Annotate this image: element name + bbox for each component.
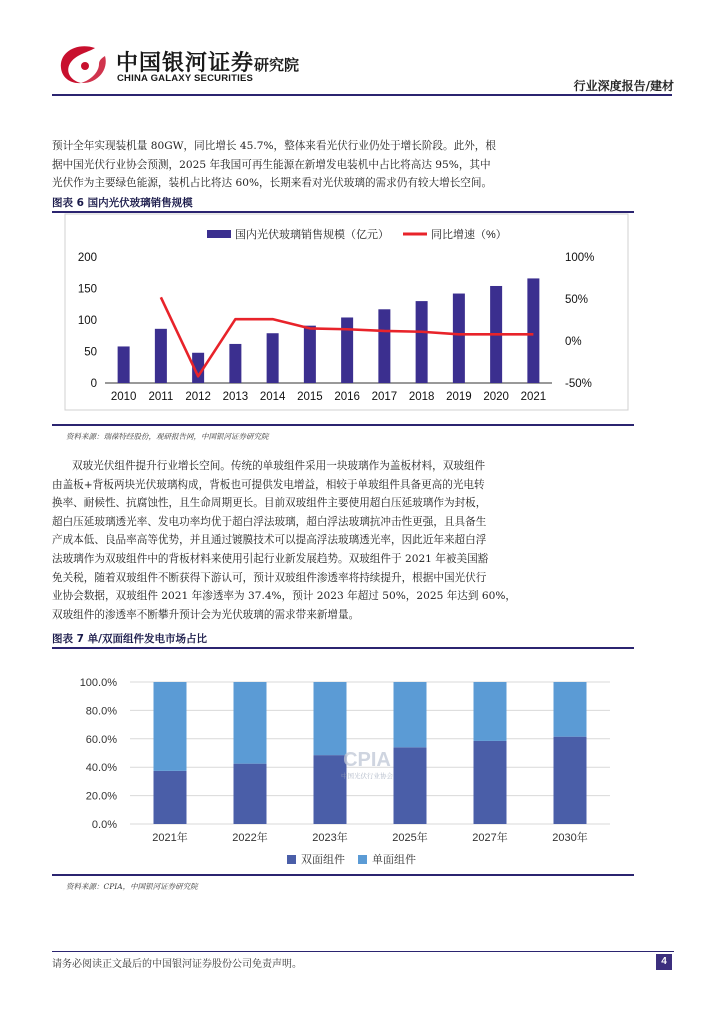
institute-label: 研究院 — [254, 56, 300, 74]
figure-6-title: 图表 6 国内光伏玻璃销售规模 — [52, 197, 193, 209]
paragraph-line: 光伏作为主要绿色能源，装机占比将达 60%，长期来看对光伏玻璃的需求仍有较大增长空间。 — [52, 177, 493, 190]
x-tick-label: 2015 — [297, 391, 323, 403]
y-right-tick-label: 0% — [565, 336, 582, 348]
paragraph-line: 免关税，随着双玻组件不断获得下游认可，预计双玻组件渗透率将持续提升，根据中国光伏行 — [52, 571, 487, 584]
doc-type-label: 行业深度报告/建材 — [573, 79, 674, 93]
y-tick-label: 40.0% — [85, 762, 117, 775]
bar — [527, 278, 539, 383]
watermark-logo: CPIA — [343, 749, 391, 771]
bar — [155, 329, 167, 383]
bar — [118, 346, 130, 383]
bar-bifacial — [394, 747, 427, 824]
paragraph-line: 超白压延玻璃透光率、发电功率均优于超白浮法玻璃，超白浮法玻璃抗冲击性更强，且具备生 — [52, 515, 487, 528]
header-divider — [52, 94, 672, 96]
y-left-tick-label: 50 — [84, 346, 97, 359]
page-number: 4 — [656, 954, 672, 970]
y-right-tick-label: -50% — [565, 378, 592, 390]
x-tick-label: 2019 — [446, 391, 472, 403]
x-tick-label: 2018 — [408, 391, 435, 403]
x-tick-label: 2016 — [334, 391, 360, 403]
legend-label-bar: 国内光伏玻璃销售规模（亿元） — [235, 229, 389, 241]
legend-label-bifacial: 双面组件 — [301, 854, 345, 866]
figure-7-source: 资料来源：CPIA，中国银河证券研究院 — [66, 882, 198, 891]
legend-swatch-bar — [207, 230, 231, 238]
x-tick-label: 2027年 — [472, 832, 508, 844]
x-tick-label: 2013 — [222, 391, 249, 403]
y-left-tick-label: 150 — [77, 283, 97, 296]
x-tick-label: 2020 — [483, 391, 509, 403]
footer-disclaimer: 请务必阅读正文最后的中国银河证券股份公司免责声明。 — [52, 959, 302, 970]
y-left-tick-label: 100 — [77, 315, 97, 327]
x-tick-label: 2012 — [185, 391, 211, 403]
paragraph-line: 双玻组件的渗透率不断攀升预计会为光伏玻璃的需求带来新增量。 — [52, 608, 360, 621]
y-tick-label: 100.0% — [79, 677, 117, 689]
company-name-cn: 中国银河证券 — [116, 51, 255, 76]
legend-swatch-bifacial — [287, 855, 296, 864]
company-name-en: CHINA GALAXY SECURITIES — [117, 73, 254, 84]
y-left-tick-label: 200 — [77, 252, 97, 264]
paragraph-2 — [52, 457, 674, 624]
y-tick-label: 80.0% — [85, 705, 117, 718]
figure-7-bottom-rule — [52, 874, 634, 876]
legend-label-line: 同比增速（%） — [431, 229, 507, 241]
legend-label-monofacial: 单面组件 — [372, 854, 416, 866]
figure-7-top-rule — [52, 647, 634, 649]
footer-rule — [52, 951, 674, 952]
sales-scale-chart — [60, 213, 632, 413]
x-tick-label: 2017 — [371, 391, 398, 403]
y-tick-label: 0.0% — [91, 819, 117, 831]
legend-swatch-monofacial — [358, 855, 367, 864]
paragraph-line: 换率、耐候性、抗腐蚀性，且生命周期更长。目前双玻组件主要使用超白压延玻璃作为封板， — [52, 497, 487, 510]
bar-bifacial — [234, 764, 267, 824]
x-tick-label: 2030年 — [552, 832, 588, 844]
paragraph-line: 业协会数据，双玻组件 2021 年渗透率为 37.4%，预计 2023 年超过 50%，2025 年达到 60%， — [52, 590, 517, 603]
bar — [453, 294, 465, 383]
galaxy-logo-icon — [55, 42, 111, 88]
x-tick-label: 2011 — [148, 391, 174, 403]
bar-monofacial — [314, 682, 347, 755]
paragraph-line: 双玻光伏组件提升行业增长空间。传统的单玻组件采用一块玻璃作为盖板材料，双玻组件 — [72, 460, 486, 472]
figure-7-title: 图表 7 单/双面组件发电市场占比 — [52, 633, 207, 645]
figure-6-bottom-rule — [52, 424, 634, 426]
bar-bifacial — [474, 741, 507, 824]
paragraph-line: 产成本低、良品率高等优势，并且通过镀膜技术可以提高浮法玻璃透光率，因此近年来超白浮 — [52, 534, 487, 547]
bar — [378, 309, 390, 383]
paragraph-line: 由盖板+背板两块光伏玻璃构成，背板也可提供发电增益，相较于单玻组件具备更高的光电转 — [52, 478, 485, 491]
module-share-chart — [60, 650, 632, 870]
paragraph-1 — [52, 137, 674, 193]
x-tick-label: 2021年 — [152, 832, 188, 844]
bar — [416, 301, 428, 383]
watermark-subtitle: 中国光伏行业协会 — [341, 773, 393, 780]
x-tick-label: 2022年 — [232, 832, 268, 844]
y-right-tick-label: 50% — [565, 294, 589, 306]
bar — [304, 326, 316, 383]
x-tick-label: 2010 — [110, 391, 137, 403]
bar — [267, 333, 279, 383]
x-tick-label: 2014 — [259, 391, 286, 403]
bar-monofacial — [234, 682, 267, 764]
bar — [341, 317, 353, 383]
y-left-tick-label: 0 — [90, 378, 97, 390]
header — [0, 0, 724, 100]
bar-monofacial — [154, 682, 187, 771]
bar-monofacial — [474, 682, 507, 741]
paragraph-line: 预计全年实现装机量 80GW，同比增长 45.7%，整体来看光伏行业仍处于增长阶段。此外，根 — [52, 140, 496, 152]
x-tick-label: 2021 — [520, 391, 547, 403]
bar-monofacial — [394, 682, 427, 747]
bar-bifacial — [554, 737, 587, 824]
paragraph-line: 据中国光伏行业协会预测，2025 年我国可再生能源在新增发电装机中占比将高达 95%，其中 — [52, 158, 491, 171]
y-tick-label: 60.0% — [85, 733, 117, 746]
bar-bifacial — [154, 771, 187, 824]
bar — [229, 344, 241, 383]
bar-monofacial — [554, 682, 587, 737]
y-tick-label: 20.0% — [85, 790, 117, 803]
y-right-tick-label: 100% — [565, 252, 595, 264]
figure-6-source: 资料来源：瑞葆特经股份，观研报告网，中国银河证券研究院 — [66, 432, 269, 441]
paragraph-line: 法玻璃作为双玻组件中的背板材料来使用引起行业新发展趋势。双玻组件于 2021 年被美国豁 — [52, 552, 489, 565]
x-tick-label: 2023年 — [312, 832, 348, 844]
x-tick-label: 2025年 — [392, 832, 428, 844]
bar-bifacial — [314, 755, 347, 824]
